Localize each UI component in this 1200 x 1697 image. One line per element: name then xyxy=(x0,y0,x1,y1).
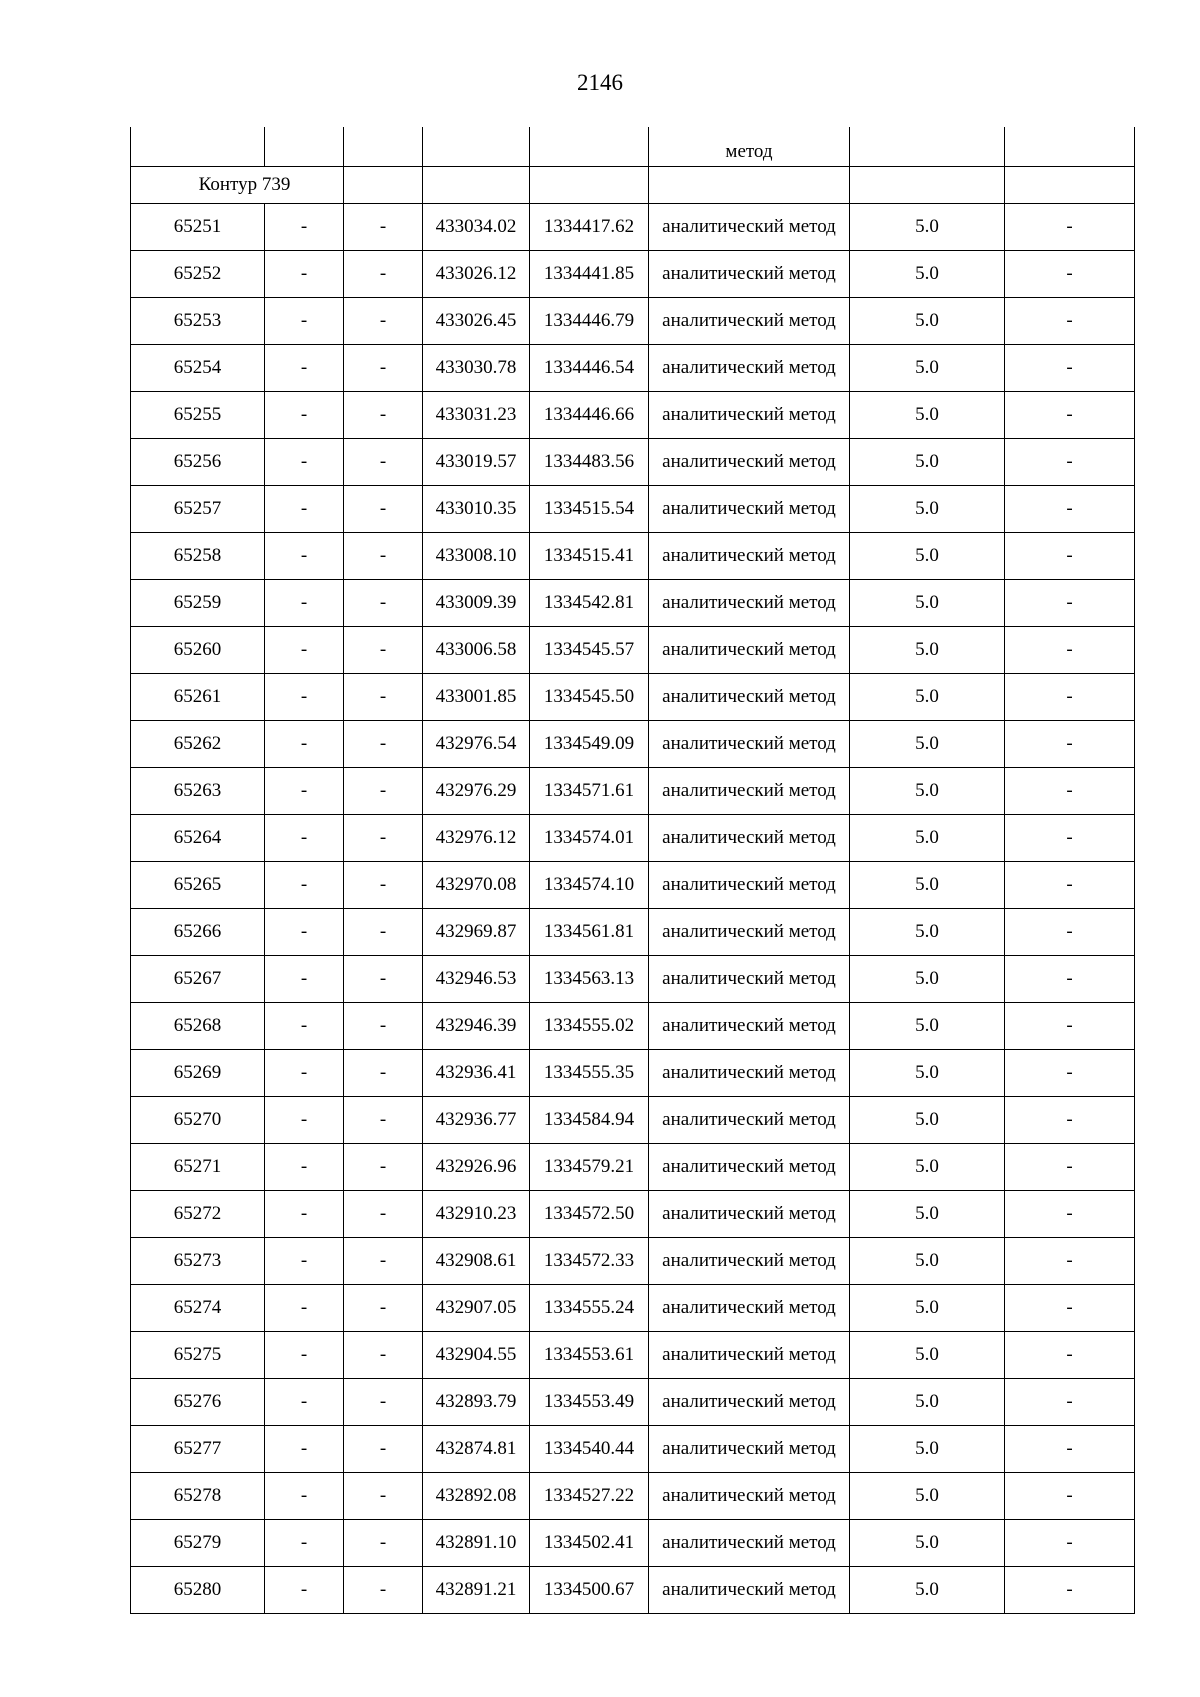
accuracy-cell: 5.0 xyxy=(850,1097,1005,1144)
table-row xyxy=(131,580,1135,627)
cell-col2: - xyxy=(265,1379,344,1426)
cell-col3: - xyxy=(344,1191,423,1238)
point-number-cell: 65261 xyxy=(131,674,265,721)
accuracy-cell: 5.0 xyxy=(850,204,1005,251)
table-row xyxy=(131,533,1135,580)
table-row xyxy=(131,251,1135,298)
cell-col8: - xyxy=(1005,1473,1135,1520)
table-row xyxy=(131,345,1135,392)
point-number-cell: 65274 xyxy=(131,1285,265,1332)
y-coordinate-cell: 1334545.57 xyxy=(530,627,649,674)
cell-col8: - xyxy=(1005,345,1135,392)
accuracy-cell: 5.0 xyxy=(850,1332,1005,1379)
accuracy-cell: 5.0 xyxy=(850,1191,1005,1238)
cell-col8: - xyxy=(1005,1567,1135,1614)
x-coordinate-cell: 432976.54 xyxy=(423,721,530,768)
accuracy-cell: 5.0 xyxy=(850,1520,1005,1567)
table-cell xyxy=(423,127,530,167)
cell-col2: - xyxy=(265,1191,344,1238)
cell-col2: - xyxy=(265,1426,344,1473)
point-number-cell: 65272 xyxy=(131,1191,265,1238)
cell-col8: - xyxy=(1005,251,1135,298)
x-coordinate-cell: 432976.12 xyxy=(423,815,530,862)
accuracy-cell: 5.0 xyxy=(850,1379,1005,1426)
accuracy-cell: 5.0 xyxy=(850,1567,1005,1614)
page-number: 2146 xyxy=(577,70,623,95)
point-number-cell: 65257 xyxy=(131,486,265,533)
y-coordinate-cell: 1334555.35 xyxy=(530,1050,649,1097)
cell-col3: - xyxy=(344,439,423,486)
point-number-cell: 65278 xyxy=(131,1473,265,1520)
x-coordinate-cell: 433009.39 xyxy=(423,580,530,627)
cell-col2: - xyxy=(265,1238,344,1285)
cell-col3: - xyxy=(344,533,423,580)
point-number-cell: 65280 xyxy=(131,1567,265,1614)
cell-col8: - xyxy=(1005,815,1135,862)
y-coordinate-cell: 1334563.13 xyxy=(530,956,649,1003)
table-cell xyxy=(265,127,344,167)
cell-col3: - xyxy=(344,1520,423,1567)
cell-col8: - xyxy=(1005,1097,1135,1144)
table-cell xyxy=(344,167,423,204)
method-cell: аналитический метод xyxy=(649,674,850,721)
cell-col8: - xyxy=(1005,580,1135,627)
x-coordinate-cell: 433001.85 xyxy=(423,674,530,721)
accuracy-cell: 5.0 xyxy=(850,298,1005,345)
method-cell: аналитический метод xyxy=(649,862,850,909)
accuracy-cell: 5.0 xyxy=(850,345,1005,392)
method-cell: аналитический метод xyxy=(649,1379,850,1426)
x-coordinate-cell: 433010.35 xyxy=(423,486,530,533)
cell-col8: - xyxy=(1005,674,1135,721)
accuracy-cell: 5.0 xyxy=(850,533,1005,580)
y-coordinate-cell: 1334574.01 xyxy=(530,815,649,862)
accuracy-cell: 5.0 xyxy=(850,909,1005,956)
point-number-cell: 65268 xyxy=(131,1003,265,1050)
cell-col2: - xyxy=(265,1567,344,1614)
cell-col2: - xyxy=(265,392,344,439)
method-cell: аналитический метод xyxy=(649,815,850,862)
table-row xyxy=(131,392,1135,439)
point-number-cell: 65260 xyxy=(131,627,265,674)
x-coordinate-cell: 433006.58 xyxy=(423,627,530,674)
y-coordinate-cell: 1334555.02 xyxy=(530,1003,649,1050)
table-row xyxy=(131,1191,1135,1238)
method-cell: аналитический метод xyxy=(649,1238,850,1285)
y-coordinate-cell: 1334502.41 xyxy=(530,1520,649,1567)
x-coordinate-cell: 432976.29 xyxy=(423,768,530,815)
accuracy-cell: 5.0 xyxy=(850,1050,1005,1097)
method-cell: аналитический метод xyxy=(649,1426,850,1473)
y-coordinate-cell: 1334540.44 xyxy=(530,1426,649,1473)
method-cell: аналитический метод xyxy=(649,768,850,815)
cell-col8: - xyxy=(1005,1426,1135,1473)
table-row xyxy=(131,1238,1135,1285)
method-cell: аналитический метод xyxy=(649,439,850,486)
x-coordinate-cell: 433019.57 xyxy=(423,439,530,486)
cell-col2: - xyxy=(265,1285,344,1332)
table-cell xyxy=(131,127,265,167)
accuracy-cell: 5.0 xyxy=(850,251,1005,298)
method-cell: аналитический метод xyxy=(649,298,850,345)
x-coordinate-cell: 432936.77 xyxy=(423,1097,530,1144)
method-cell: аналитический метод xyxy=(649,956,850,1003)
cell-col8: - xyxy=(1005,768,1135,815)
table-row xyxy=(131,1285,1135,1332)
table-row xyxy=(131,1379,1135,1426)
x-coordinate-cell: 432926.96 xyxy=(423,1144,530,1191)
method-cell: аналитический метод xyxy=(649,533,850,580)
cell-col2: - xyxy=(265,956,344,1003)
accuracy-cell: 5.0 xyxy=(850,486,1005,533)
table-body xyxy=(131,127,1135,1614)
cell-col3: - xyxy=(344,1238,423,1285)
table-row xyxy=(131,1003,1135,1050)
y-coordinate-cell: 1334446.79 xyxy=(530,298,649,345)
x-coordinate-cell: 433026.12 xyxy=(423,251,530,298)
point-number-cell: 65262 xyxy=(131,721,265,768)
cell-col2: - xyxy=(265,1332,344,1379)
cell-col3: - xyxy=(344,674,423,721)
cell-col2: - xyxy=(265,1520,344,1567)
method-cell: аналитический метод xyxy=(649,1144,850,1191)
cell-col3: - xyxy=(344,768,423,815)
cell-col2: - xyxy=(265,251,344,298)
cell-col8: - xyxy=(1005,1520,1135,1567)
cell-col8: - xyxy=(1005,1191,1135,1238)
y-coordinate-cell: 1334574.10 xyxy=(530,862,649,909)
point-number-cell: 65269 xyxy=(131,1050,265,1097)
y-coordinate-cell: 1334553.61 xyxy=(530,1332,649,1379)
cell-col3: - xyxy=(344,345,423,392)
cell-col3: - xyxy=(344,862,423,909)
cell-col2: - xyxy=(265,1097,344,1144)
table-row xyxy=(131,1567,1135,1614)
method-cell: аналитический метод xyxy=(649,580,850,627)
cell-col3: - xyxy=(344,392,423,439)
cell-col2: - xyxy=(265,721,344,768)
cell-col8: - xyxy=(1005,1332,1135,1379)
point-number-cell: 65259 xyxy=(131,580,265,627)
x-coordinate-cell: 433030.78 xyxy=(423,345,530,392)
cell-col8: - xyxy=(1005,1238,1135,1285)
accuracy-cell: 5.0 xyxy=(850,439,1005,486)
method-cell: аналитический метод xyxy=(649,486,850,533)
table-row xyxy=(131,627,1135,674)
cell-col8: - xyxy=(1005,956,1135,1003)
accuracy-cell: 5.0 xyxy=(850,392,1005,439)
cell-col3: - xyxy=(344,1332,423,1379)
cell-col3: - xyxy=(344,956,423,1003)
cell-col2: - xyxy=(265,1050,344,1097)
method-cell: метод xyxy=(649,127,850,167)
x-coordinate-cell: 433031.23 xyxy=(423,392,530,439)
cell-col8: - xyxy=(1005,439,1135,486)
x-coordinate-cell: 432874.81 xyxy=(423,1426,530,1473)
x-coordinate-cell: 432946.39 xyxy=(423,1003,530,1050)
x-coordinate-cell: 432904.55 xyxy=(423,1332,530,1379)
cell-col3: - xyxy=(344,204,423,251)
cell-col3: - xyxy=(344,721,423,768)
contour-label: Контур 739 xyxy=(198,174,291,195)
x-coordinate-cell: 432970.08 xyxy=(423,862,530,909)
y-coordinate-cell: 1334561.81 xyxy=(530,909,649,956)
table-row xyxy=(131,439,1135,486)
table-row xyxy=(131,1473,1135,1520)
point-number-cell: 65275 xyxy=(131,1332,265,1379)
point-number-cell: 65279 xyxy=(131,1520,265,1567)
y-coordinate-cell: 1334500.67 xyxy=(530,1567,649,1614)
y-coordinate-cell: 1334545.50 xyxy=(530,674,649,721)
cell-col8: - xyxy=(1005,721,1135,768)
cell-col2: - xyxy=(265,627,344,674)
cell-col3: - xyxy=(344,1097,423,1144)
accuracy-cell: 5.0 xyxy=(850,1426,1005,1473)
cell-col2: - xyxy=(265,486,344,533)
method-cell: аналитический метод xyxy=(649,251,850,298)
coordinates-table xyxy=(130,127,1135,1614)
table-row xyxy=(131,298,1135,345)
cell-col8: - xyxy=(1005,627,1135,674)
y-coordinate-cell: 1334553.49 xyxy=(530,1379,649,1426)
cell-col3: - xyxy=(344,1003,423,1050)
cell-col3: - xyxy=(344,1567,423,1614)
method-cell: аналитический метод xyxy=(649,627,850,674)
y-coordinate-cell: 1334483.56 xyxy=(530,439,649,486)
y-coordinate-cell: 1334542.81 xyxy=(530,580,649,627)
x-coordinate-cell: 432892.08 xyxy=(423,1473,530,1520)
cell-col8: - xyxy=(1005,298,1135,345)
point-number-cell: 65253 xyxy=(131,298,265,345)
y-coordinate-cell: 1334446.66 xyxy=(530,392,649,439)
cell-col8: - xyxy=(1005,862,1135,909)
cell-col3: - xyxy=(344,580,423,627)
cell-col2: - xyxy=(265,298,344,345)
accuracy-cell: 5.0 xyxy=(850,721,1005,768)
cell-col2: - xyxy=(265,862,344,909)
method-cell: аналитический метод xyxy=(649,345,850,392)
x-coordinate-cell: 432969.87 xyxy=(423,909,530,956)
point-number-cell: 65251 xyxy=(131,204,265,251)
cell-col8: - xyxy=(1005,909,1135,956)
y-coordinate-cell: 1334515.41 xyxy=(530,533,649,580)
method-cell: аналитический метод xyxy=(649,392,850,439)
point-number-cell: 65273 xyxy=(131,1238,265,1285)
point-number-cell: 65264 xyxy=(131,815,265,862)
table-row xyxy=(131,486,1135,533)
cell-col2: - xyxy=(265,204,344,251)
cell-col2: - xyxy=(265,674,344,721)
method-cell: аналитический метод xyxy=(649,1050,850,1097)
accuracy-cell: 5.0 xyxy=(850,768,1005,815)
table-row xyxy=(131,1332,1135,1379)
accuracy-cell: 5.0 xyxy=(850,815,1005,862)
cell-col3: - xyxy=(344,1050,423,1097)
y-coordinate-cell: 1334446.54 xyxy=(530,345,649,392)
method-cell: аналитический метод xyxy=(649,1567,850,1614)
table-row xyxy=(131,768,1135,815)
table-cell xyxy=(423,167,530,204)
accuracy-cell: 5.0 xyxy=(850,1144,1005,1191)
table-cell xyxy=(1005,127,1135,167)
table-row xyxy=(131,1097,1135,1144)
continuation-row xyxy=(131,127,1135,167)
point-number-cell: 65276 xyxy=(131,1379,265,1426)
table-cell xyxy=(344,127,423,167)
x-coordinate-cell: 433026.45 xyxy=(423,298,530,345)
table-cell xyxy=(530,167,649,204)
cell-col3: - xyxy=(344,1473,423,1520)
point-number-cell: 65252 xyxy=(131,251,265,298)
contour-header-row xyxy=(131,167,1135,204)
cell-col2: - xyxy=(265,815,344,862)
point-number-cell: 65271 xyxy=(131,1144,265,1191)
cell-col8: - xyxy=(1005,533,1135,580)
x-coordinate-cell: 432908.61 xyxy=(423,1238,530,1285)
method-cell: аналитический метод xyxy=(649,1003,850,1050)
point-number-cell: 65267 xyxy=(131,956,265,1003)
table-row xyxy=(131,909,1135,956)
point-number-cell: 65256 xyxy=(131,439,265,486)
y-coordinate-cell: 1334555.24 xyxy=(530,1285,649,1332)
point-number-cell: 65258 xyxy=(131,533,265,580)
cell-col8: - xyxy=(1005,1285,1135,1332)
method-cell: аналитический метод xyxy=(649,1473,850,1520)
table-row xyxy=(131,1144,1135,1191)
y-coordinate-cell: 1334549.09 xyxy=(530,721,649,768)
table-row xyxy=(131,815,1135,862)
table-row xyxy=(131,204,1135,251)
y-coordinate-cell: 1334572.33 xyxy=(530,1238,649,1285)
cell-col3: - xyxy=(344,486,423,533)
cell-col3: - xyxy=(344,298,423,345)
accuracy-cell: 5.0 xyxy=(850,627,1005,674)
cell-col8: - xyxy=(1005,1144,1135,1191)
method-cell: аналитический метод xyxy=(649,1285,850,1332)
cell-col3: - xyxy=(344,909,423,956)
x-coordinate-cell: 432910.23 xyxy=(423,1191,530,1238)
accuracy-cell: 5.0 xyxy=(850,1238,1005,1285)
cell-col2: - xyxy=(265,439,344,486)
table-row xyxy=(131,956,1135,1003)
point-number-cell: 65277 xyxy=(131,1426,265,1473)
y-coordinate-cell: 1334527.22 xyxy=(530,1473,649,1520)
accuracy-cell: 5.0 xyxy=(850,1285,1005,1332)
cell-col3: - xyxy=(344,1144,423,1191)
cell-col3: - xyxy=(344,627,423,674)
cell-col2: - xyxy=(265,533,344,580)
cell-col3: - xyxy=(344,1379,423,1426)
cell-col2: - xyxy=(265,1473,344,1520)
point-number-cell: 65254 xyxy=(131,345,265,392)
method-cell: аналитический метод xyxy=(649,1097,850,1144)
cell-col8: - xyxy=(1005,1379,1135,1426)
table-row xyxy=(131,674,1135,721)
table-row xyxy=(131,1426,1135,1473)
cell-col2: - xyxy=(265,1003,344,1050)
cell-col3: - xyxy=(344,815,423,862)
table-cell xyxy=(1005,167,1135,204)
y-coordinate-cell: 1334571.61 xyxy=(530,768,649,815)
cell-col8: - xyxy=(1005,204,1135,251)
y-coordinate-cell: 1334441.85 xyxy=(530,251,649,298)
x-coordinate-cell: 432907.05 xyxy=(423,1285,530,1332)
method-cell: аналитический метод xyxy=(649,204,850,251)
cell-col8: - xyxy=(1005,486,1135,533)
point-number-cell: 65255 xyxy=(131,392,265,439)
method-cell: аналитический метод xyxy=(649,1332,850,1379)
accuracy-cell: 5.0 xyxy=(850,956,1005,1003)
table-cell xyxy=(850,127,1005,167)
cell-col2: - xyxy=(265,580,344,627)
x-coordinate-cell: 432891.21 xyxy=(423,1567,530,1614)
accuracy-cell: 5.0 xyxy=(850,1003,1005,1050)
x-coordinate-cell: 433034.02 xyxy=(423,204,530,251)
cell-col2: - xyxy=(265,345,344,392)
method-cell: аналитический метод xyxy=(649,721,850,768)
table-cell xyxy=(850,167,1005,204)
table-row xyxy=(131,721,1135,768)
method-cell: аналитический метод xyxy=(649,1520,850,1567)
x-coordinate-cell: 432893.79 xyxy=(423,1379,530,1426)
cell-col2: - xyxy=(265,768,344,815)
cell-col2: - xyxy=(265,909,344,956)
y-coordinate-cell: 1334584.94 xyxy=(530,1097,649,1144)
y-coordinate-cell: 1334579.21 xyxy=(530,1144,649,1191)
x-coordinate-cell: 433008.10 xyxy=(423,533,530,580)
y-coordinate-cell: 1334515.54 xyxy=(530,486,649,533)
method-cell: аналитический метод xyxy=(649,909,850,956)
y-coordinate-cell: 1334417.62 xyxy=(530,204,649,251)
point-number-cell: 65263 xyxy=(131,768,265,815)
cell-col3: - xyxy=(344,1285,423,1332)
accuracy-cell: 5.0 xyxy=(850,1473,1005,1520)
x-coordinate-cell: 432891.10 xyxy=(423,1520,530,1567)
accuracy-cell: 5.0 xyxy=(850,580,1005,627)
table-cell xyxy=(530,127,649,167)
x-coordinate-cell: 432936.41 xyxy=(423,1050,530,1097)
cell-col8: - xyxy=(1005,1050,1135,1097)
x-coordinate-cell: 432946.53 xyxy=(423,956,530,1003)
point-number-cell: 65265 xyxy=(131,862,265,909)
cell-col2: - xyxy=(265,1144,344,1191)
table-row xyxy=(131,1050,1135,1097)
y-coordinate-cell: 1334572.50 xyxy=(530,1191,649,1238)
accuracy-cell: 5.0 xyxy=(850,862,1005,909)
cell-col8: - xyxy=(1005,1003,1135,1050)
cell-col3: - xyxy=(344,1426,423,1473)
table-row xyxy=(131,862,1135,909)
accuracy-cell: 5.0 xyxy=(850,674,1005,721)
point-number-cell: 65270 xyxy=(131,1097,265,1144)
point-number-cell: 65266 xyxy=(131,909,265,956)
contour-label-cell xyxy=(131,167,344,204)
cell-col8: - xyxy=(1005,392,1135,439)
table-row xyxy=(131,1520,1135,1567)
method-cell: аналитический метод xyxy=(649,1191,850,1238)
table-cell xyxy=(649,167,850,204)
cell-col3: - xyxy=(344,251,423,298)
